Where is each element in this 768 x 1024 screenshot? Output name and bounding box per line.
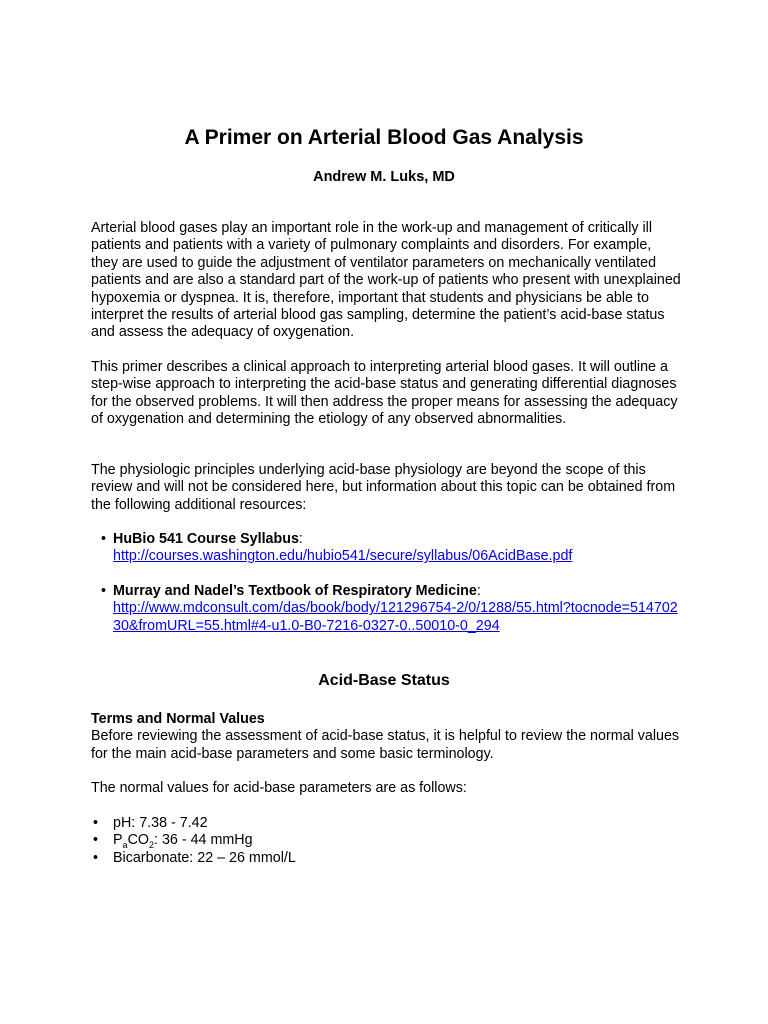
bullet-icon: • [93, 815, 99, 831]
list-item [91, 583, 681, 635]
list-item [91, 531, 681, 566]
resource-colon: : [476, 582, 481, 599]
intro-paragraph-1: Arterial blood gases play an important role in the work-up and management of critically ill patients and patients with a variety of pulmonary complaints and disorders. For example, they are used to guide the adjustment of ventilator parameters on mechanically ventilated patients and are also a standard part of the work-up of patients who present with unexplained hypoxemia or dyspnea. It is, therefore, important that students and physicians be able to interpret the results of arterial blood gas sampling, determine the patient’s acid-base status and assess the adequacy of oxygenation. [91, 220, 681, 341]
subheading: Terms and Normal Values [91, 711, 265, 727]
list-item [91, 832, 681, 849]
section-heading: Acid-Base Status [318, 672, 450, 689]
bullet-icon: • [93, 832, 99, 849]
subheading-paragraph: Before reviewing the assessment of acid-base status, it is helpful to review the normal values for the main acid-base parameters and some basic terminology. [91, 728, 680, 762]
resource-link[interactable]: http://www.mdconsult.com/das/book/body/121296754-2/0/1288/55.html?tocnode=51470230&fromURL=55.html#4-u1.0-B0-7216-0327-0..50010-0_294 [113, 600, 678, 634]
resource-link[interactable]: http://courses.washington.edu/hubio541/secure/syllabus/06AcidBase.pdf [113, 548, 573, 565]
bicarbonate-value: Bicarbonate: 22 – 26 mmol/L [113, 849, 296, 866]
resource-list [91, 531, 681, 652]
normal-values-list [91, 815, 681, 867]
bullet-icon: • [101, 531, 107, 547]
ph-value: pH: 7.38 - 7.42 [113, 815, 208, 831]
author-name: Andrew M. Luks, MD [313, 169, 455, 185]
list-item [91, 815, 681, 832]
paco2-label: $P_aCO_2$ [113, 832, 155, 851]
intro-paragraph-3: The physiologic principles underlying acid-base physiology are beyond the scope of this review and will not be considered here, but information about this topic can be obtained from the following additional resources: [91, 462, 676, 513]
normal-values-intro: The normal values for acid-base parameters are as follows: [91, 780, 467, 796]
page-title: A Primer on Arterial Blood Gas Analysis [184, 126, 584, 149]
list-item [91, 850, 681, 867]
resource-name: Murray and Nadel’s Textbook of Respiratory Medicine [113, 582, 477, 599]
resource-colon: : [298, 531, 303, 547]
resource-name: HuBio 541 Course Syllabus [113, 531, 299, 547]
bullet-icon: • [101, 582, 107, 599]
paco2-value: : 36 - 44 mmHg [154, 832, 253, 849]
intro-paragraph-2: This primer describes a clinical approach to interpreting arterial blood gases. It will outline a step-wise approach to interpreting the acid-base status and generating differential diagnoses for the observed problems. It will then address the proper means for assessing the adequacy of oxygenation and determining the etiology of any observed abnormalities. [91, 359, 678, 428]
bullet-icon: • [93, 849, 99, 866]
subsection-block [91, 711, 681, 763]
